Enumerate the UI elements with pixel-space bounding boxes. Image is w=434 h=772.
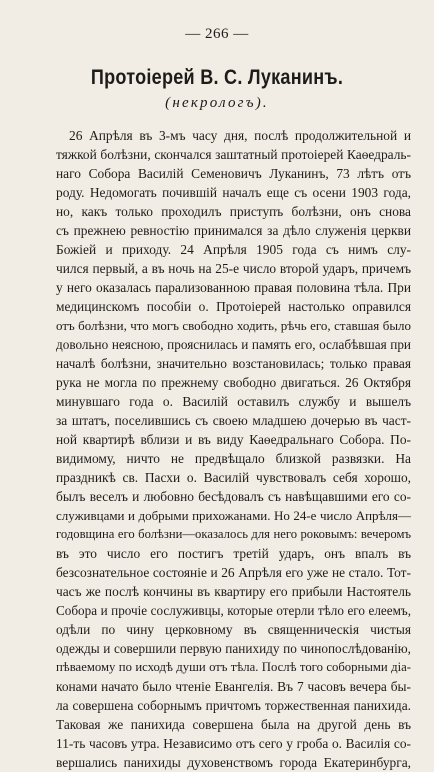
body-line: конами начато было чтеніе Евангелія. Въ 7 часовъ вечера бы-: [56, 679, 411, 694]
body-line: роду. Недомогать почившій началъ еще съ осени 1903 года,: [56, 185, 411, 200]
body-line: 26 Апрѣля въ 3-мъ часу дня, послѣ продолжительной и: [69, 128, 411, 143]
body-line: отъ болѣзни, что могъ свободно ходить, рѣчь его, ставшая было: [56, 318, 411, 333]
article-title: Протоіерей В. С. Луканинъ.: [90, 66, 344, 89]
body-line: за штатъ, поселившись съ своею младшею дочерью въ част-: [56, 413, 411, 428]
body-line: Таковая же панихида совершена была на другой день въ: [56, 717, 411, 732]
article-subtitle: (некрологъ).: [165, 95, 269, 111]
body-line: но, какъ только проходилъ приступъ болѣзни, онъ снова: [56, 204, 411, 219]
page-number: — 266 —: [185, 26, 249, 42]
body-line: 11-ть часовъ утра. Независимо отъ сего у гроба о. Василія со-: [56, 736, 411, 751]
body-line: ла совершена соборнымъ причтомъ торжественная панихида.: [56, 698, 411, 713]
body-line: довольно неясною, прояснилась и память его, ослабѣвшая при: [56, 337, 411, 352]
body-line: у него оказалась парализованною правая половина тѣла. При: [56, 280, 411, 295]
body-line: пѣваемому по исходѣ души отъ тѣла. Послѣ того соборными діа-: [56, 660, 411, 674]
body-line: часъ же послѣ кончины въ квартиру его прибыли Настоятель: [56, 584, 411, 599]
body-line: служивцами и добрыми прихожанами. Но 24-е число Апрѣля—: [56, 508, 411, 523]
body-line: ной квартирѣ вблизи и въ виду Каѳедральнаго Собора. По-: [56, 432, 411, 447]
body-line: въ это число его постигъ третій ударъ, онъ впалъ въ: [56, 546, 411, 561]
article-body: [56, 126, 411, 772]
body-line: безсознательное состояніе и 26 Апрѣля его уже не стало. Тот-: [56, 565, 411, 580]
body-line: годовщина его болѣзни—оказалось для него роковымъ: вечеромъ: [56, 527, 411, 541]
body-line: вершались панихиды духовенствомъ города Екатеринбурга,: [56, 755, 411, 770]
body-line: минувшаго года о. Василій оставилъ службу и вышелъ: [56, 394, 411, 409]
body-line: чился первый, а въ ночь на 25-е число второй ударъ, причемъ: [56, 261, 411, 276]
body-line: былъ веселъ и любовно бесѣдовалъ съ навѣщавшими его со-: [56, 489, 411, 504]
body-line: одѣли по чину церковному въ священническія чистыя: [56, 622, 411, 637]
body-line: Божіей и приходу. 24 Апрѣля 1905 года съ нимъ слу-: [56, 242, 411, 257]
body-line: Собора и прочіе сослуживцы, которые отерли тѣло его елеемъ,: [56, 603, 411, 618]
body-line: видимому, ничто не предвѣщало близкой развязки. На: [56, 451, 411, 466]
body-line: съ прежнею ревностію принимался за дѣло служенія церкви: [56, 223, 411, 238]
body-line: одежды и совершили первую панихиду по чинопослѣдованію,: [56, 641, 411, 656]
body-line: началѣ болѣзни, значительно возстановилась; только правая: [56, 356, 411, 371]
body-line: праздникѣ св. Пасхи о. Василій чувствовалъ себя хорошо,: [56, 470, 411, 485]
body-line: тяжкой болѣзни, скончался заштатный протоіерей Каѳедраль-: [56, 147, 411, 162]
body-line: рука не могла по прежнему свободно двигаться. 26 Октября: [56, 375, 411, 390]
body-line: медицинскомъ пособіи о. Протоіерей настолько оправился: [56, 299, 411, 314]
body-line: наго Собора Василій Семеновичъ Луканинъ, 73 лѣтъ отъ: [56, 166, 411, 181]
